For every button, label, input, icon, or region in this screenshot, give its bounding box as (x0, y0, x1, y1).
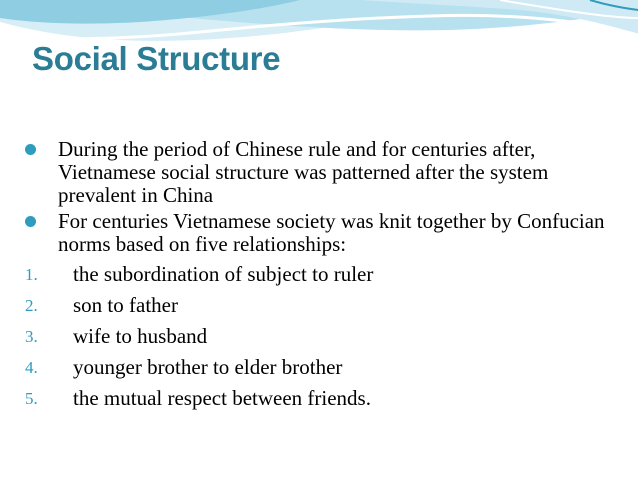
bullet-icon (25, 216, 36, 227)
bullet-item (22, 210, 622, 256)
numbered-list (22, 259, 622, 414)
slide-content (22, 138, 622, 414)
bullet-item (22, 138, 622, 207)
numbered-item (22, 383, 622, 414)
bullet-text: For centuries Vietnamese society was knit together by Confucian norms based on five relationships: (58, 209, 605, 256)
item-text: younger brother to elder brother (73, 355, 343, 379)
item-number: 4. (25, 358, 38, 377)
slide-title: Social Structure (32, 40, 281, 77)
numbered-item (22, 352, 622, 383)
item-number: 5. (25, 389, 38, 408)
bullet-text: During the period of Chinese rule and for centuries after, Vietnamese social structure was patterned after the system prevalent in China (58, 137, 549, 207)
item-text: the mutual respect between friends. (73, 386, 371, 410)
item-text: the subordination of subject to ruler (73, 262, 374, 286)
numbered-item (22, 259, 622, 290)
item-number: 1. (25, 265, 38, 284)
bullet-icon (25, 144, 36, 155)
numbered-item (22, 321, 622, 352)
item-text: son to father (73, 293, 178, 317)
item-number: 3. (25, 327, 38, 346)
item-text: wife to husband (73, 324, 208, 348)
numbered-item (22, 290, 622, 321)
item-number: 2. (25, 296, 38, 315)
